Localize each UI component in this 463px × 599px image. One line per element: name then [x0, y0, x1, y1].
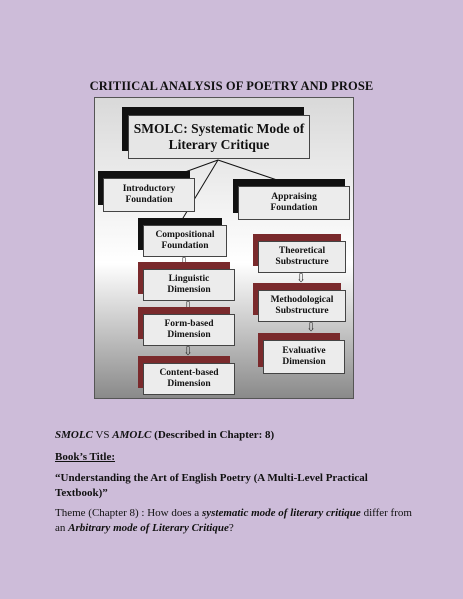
vs-label: VS [92, 429, 113, 441]
amolc-label: AMOLC [112, 429, 152, 441]
content-based-line1: Content-based [159, 368, 219, 379]
main-box-line2: Literary Critique [168, 137, 270, 152]
introductory-line1: Introductory [122, 184, 176, 195]
appraising-foundation-box [238, 186, 350, 220]
form-based-line1: Form-based [164, 319, 214, 330]
compositional-foundation-box [143, 225, 227, 257]
theme-prefix: Theme (Chapter 8) : How does a [55, 507, 202, 519]
content-based-dimension-box [143, 363, 235, 395]
arrow-down-icon: ⇩ [296, 271, 307, 285]
evaluative-dimension-box [263, 340, 345, 374]
theme-text [55, 506, 415, 536]
book-title: “Understanding the Art of English Poetry (A Multi-Level Practical Textbook)” [55, 472, 368, 499]
page-title: CRITIICAL ANALYSIS OF POETRY AND PROSE [89, 79, 374, 93]
arrow-down-icon: ⇩ [183, 344, 194, 358]
evaluative-line2: Dimension [282, 357, 326, 367]
main-box-line1: SMOLC: Systematic Mode of [133, 121, 305, 137]
form-based-dimension-box [143, 314, 235, 346]
form-based-line2: Dimension [167, 330, 211, 340]
theme-mid: differ from an [55, 507, 412, 534]
smolc-main-box [128, 115, 310, 159]
methodological-line2: Substructure [275, 306, 329, 316]
arrow-down-icon: ⇩ [306, 320, 317, 334]
theme-emphasis-2: Arbitrary mode of Literary Critique [68, 521, 229, 534]
described-label: (Described in Chapter: 8) [151, 429, 275, 441]
evaluative-line1: Evaluative [282, 346, 326, 357]
linguistic-line1: Linguistic [168, 274, 210, 285]
content-based-line2: Dimension [167, 379, 211, 389]
compositional-line2: Foundation [161, 241, 209, 251]
smolc-label: SMOLC [55, 429, 93, 441]
books-title-label: Book’s Title: [55, 451, 116, 463]
theoretical-line2: Substructure [275, 257, 329, 267]
appraising-line2: Foundation [270, 203, 318, 213]
theme-emphasis-1: systematic mode of literary critique [201, 507, 361, 519]
linguistic-line2: Dimension [167, 285, 211, 295]
theme-suffix: ? [228, 521, 234, 534]
arrow-down-icon: ⇩ [183, 299, 194, 313]
methodological-line1: Methodological [270, 295, 334, 306]
arrow-down-icon: ⇩ [179, 255, 190, 269]
smolc-diagram [94, 97, 354, 399]
introductory-line2: Foundation [125, 195, 173, 205]
comparison-line [55, 428, 415, 443]
theoretical-substructure-box [258, 241, 346, 273]
methodological-substructure-box [258, 290, 346, 322]
compositional-line1: Compositional [155, 230, 215, 241]
linguistic-dimension-box [143, 269, 235, 301]
appraising-line1: Appraising [271, 192, 317, 203]
introductory-foundation-box [103, 178, 195, 212]
theoretical-line1: Theoretical [278, 246, 326, 257]
